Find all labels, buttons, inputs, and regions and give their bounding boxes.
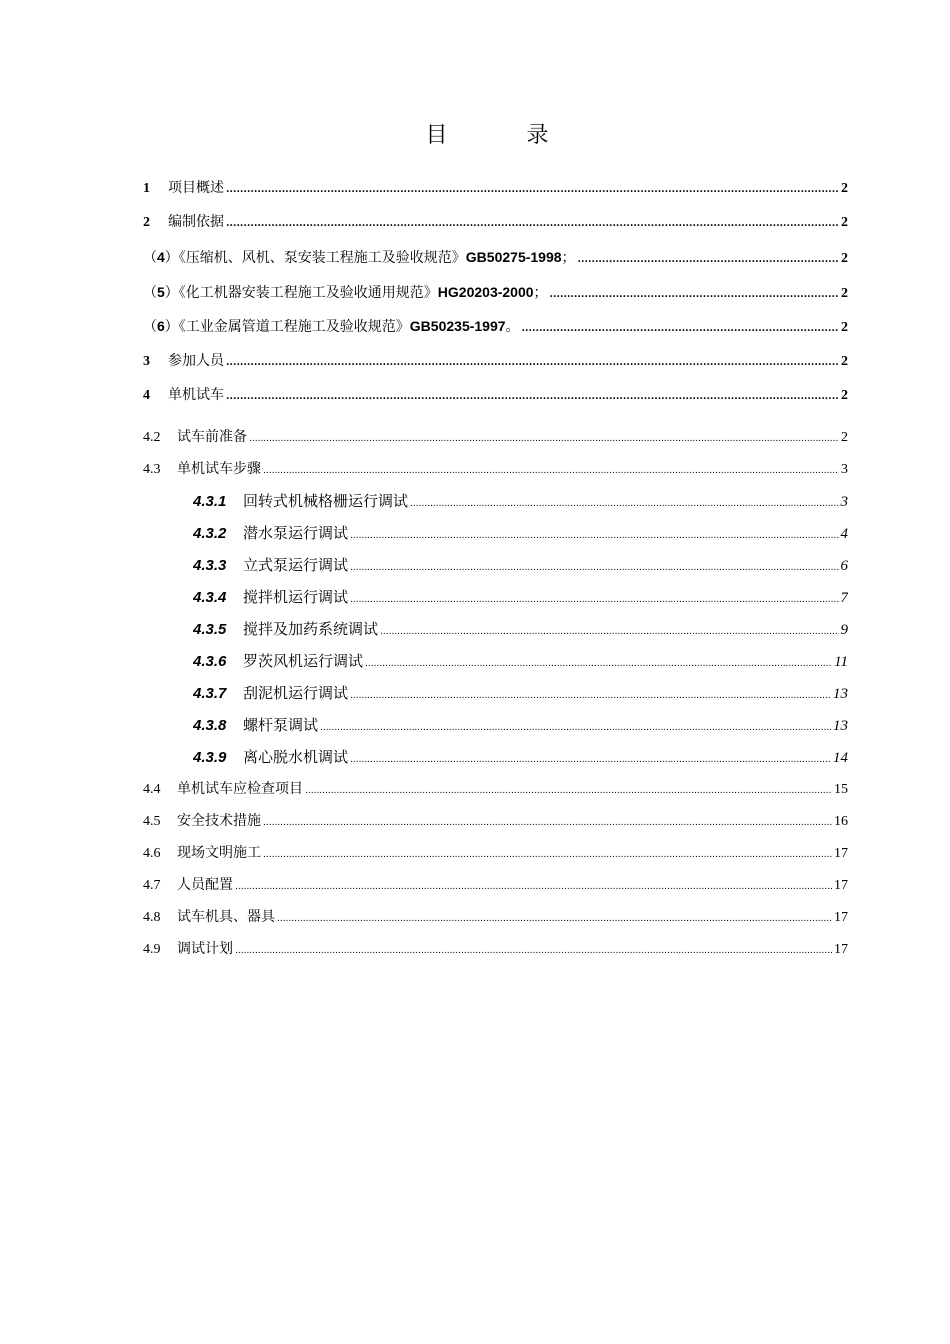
toc-entry-title bbox=[143, 282, 548, 302]
toc-entry-page: 2 bbox=[841, 388, 848, 403]
toc-entry-title: 螺杆泵调试 bbox=[243, 716, 319, 734]
toc-entry-4-3-8[interactable] bbox=[193, 715, 848, 735]
toc-entry-4-3-1[interactable] bbox=[193, 491, 848, 511]
toc-entry-page: 3 bbox=[840, 494, 848, 510]
toc-leader-dots bbox=[365, 654, 832, 671]
toc-leader-dots bbox=[263, 845, 832, 863]
toc-entry-page: 2 bbox=[841, 181, 848, 196]
toc-entry-number: 4.4 bbox=[143, 782, 161, 797]
toc-leader-dots bbox=[235, 941, 832, 959]
toc-entry-4-2[interactable] bbox=[143, 427, 848, 447]
toc-entry-page: 17 bbox=[834, 942, 848, 957]
toc-entry-number: 4.3.9 bbox=[193, 749, 227, 766]
toc-entry-title: 离心脱水机调试 bbox=[243, 748, 349, 766]
ref-open-paren: （ bbox=[143, 250, 157, 266]
toc-entry-title: 现场文明施工 bbox=[177, 845, 261, 861]
toc-entry-1[interactable] bbox=[143, 178, 848, 198]
toc-entry-number: 4.3.2 bbox=[193, 525, 227, 542]
toc-entry-page: 2 bbox=[841, 430, 848, 445]
toc-entry-4-3-3[interactable] bbox=[193, 555, 848, 575]
ref-standard-code: HG20203-2000 bbox=[437, 284, 534, 300]
ref-punct: 。 bbox=[505, 319, 520, 335]
toc-entry-number: 4.3.4 bbox=[193, 589, 227, 606]
toc-entry-4-3-6[interactable] bbox=[193, 651, 848, 671]
toc-entry-page: 4 bbox=[840, 526, 848, 542]
toc-entry-4-5[interactable] bbox=[143, 811, 848, 831]
toc-entry-number: 4.5 bbox=[143, 814, 161, 829]
toc-entry-title: 调试计划 bbox=[177, 941, 233, 957]
toc-entry-title: 人员配置 bbox=[177, 877, 233, 893]
toc-entry-number: 4.8 bbox=[143, 910, 161, 925]
ref-open-paren: （ bbox=[143, 285, 157, 301]
toc-entry-4-9[interactable] bbox=[143, 939, 848, 959]
toc-entry-page: 6 bbox=[840, 558, 848, 574]
toc-entry-title: 试车前准备 bbox=[177, 429, 247, 445]
toc-entry-page: 13 bbox=[833, 718, 848, 734]
toc-entry-page: 3 bbox=[841, 462, 848, 477]
toc-entry-title: 潜水泵运行调试 bbox=[243, 524, 349, 542]
toc-entry-page: 2 bbox=[841, 251, 848, 266]
toc-entry-page: 17 bbox=[834, 846, 848, 861]
toc-leader-dots bbox=[226, 353, 839, 371]
toc-leader-dots bbox=[305, 781, 832, 799]
toc-entry-title bbox=[143, 316, 520, 336]
ref-number: 5 bbox=[157, 284, 165, 300]
toc-entry-number: 4.3.1 bbox=[193, 493, 227, 510]
ref-title: ）《压缩机、风机、泵安装工程施工及验收规范》 bbox=[164, 250, 466, 266]
toc-entry-4[interactable] bbox=[143, 385, 848, 405]
toc-entry-4-3-7[interactable] bbox=[193, 683, 848, 703]
ref-number: 4 bbox=[157, 249, 165, 265]
ref-standard-code: GB50275-1998 bbox=[465, 249, 562, 265]
toc-entry-4-3[interactable] bbox=[143, 459, 848, 479]
toc-leader-dots bbox=[226, 387, 839, 405]
toc-entry-2[interactable] bbox=[143, 212, 848, 232]
toc-entry-page: 15 bbox=[834, 782, 848, 797]
toc-entry-number: 1 bbox=[143, 181, 150, 196]
toc-entry-4-8[interactable] bbox=[143, 907, 848, 927]
toc-entry-4-4[interactable] bbox=[143, 779, 848, 799]
toc-leader-dots bbox=[350, 750, 831, 767]
toc-entry-page: 2 bbox=[841, 215, 848, 230]
toc-entry-page: 9 bbox=[840, 622, 848, 638]
toc-entry-title bbox=[143, 247, 576, 267]
toc-leader-dots bbox=[522, 319, 839, 336]
toc-entry-number: 2 bbox=[143, 215, 150, 230]
toc-entry-ref-4[interactable] bbox=[143, 247, 848, 267]
toc-entry-page: 17 bbox=[834, 910, 848, 925]
toc-leader-dots bbox=[277, 909, 832, 927]
toc-entry-number: 4.3.3 bbox=[193, 557, 227, 574]
toc-entry-3[interactable] bbox=[143, 351, 848, 371]
toc-entry-number: 4.3.5 bbox=[193, 621, 227, 638]
toc-entry-page: 11 bbox=[834, 654, 848, 670]
ref-number: 6 bbox=[157, 318, 165, 334]
toc-leader-dots bbox=[226, 214, 839, 232]
toc-entry-4-7[interactable] bbox=[143, 875, 848, 895]
ref-standard-code: GB50235-1997 bbox=[409, 318, 506, 334]
toc-entry-title: 罗茨风机运行调试 bbox=[243, 652, 364, 670]
toc-leader-dots bbox=[263, 813, 832, 831]
toc-entry-ref-5[interactable] bbox=[143, 282, 848, 302]
toc-leader-dots bbox=[249, 429, 839, 447]
toc-leader-dots bbox=[350, 558, 838, 575]
toc-entry-number: 4.2 bbox=[143, 430, 161, 445]
toc-entry-title: 安全技术措施 bbox=[177, 813, 261, 829]
toc-entry-4-3-2[interactable] bbox=[193, 523, 848, 543]
toc-entry-page: 16 bbox=[834, 814, 848, 829]
toc-entry-title: 搅拌及加药系统调试 bbox=[243, 620, 379, 638]
toc-entry-number: 4.7 bbox=[143, 878, 161, 893]
toc-entry-ref-6[interactable] bbox=[143, 316, 848, 336]
toc-leader-dots bbox=[550, 285, 839, 302]
toc-entry-page: 17 bbox=[834, 878, 848, 893]
toc-entry-title: 刮泥机运行调试 bbox=[243, 684, 349, 702]
toc-leader-dots bbox=[320, 718, 831, 735]
toc-leader-dots bbox=[350, 686, 831, 703]
toc-entry-title: 项目概述 bbox=[168, 180, 224, 196]
ref-open-paren: （ bbox=[143, 319, 157, 335]
ref-punct: ； bbox=[561, 250, 576, 266]
toc-entry-title: 参加人员 bbox=[168, 353, 224, 369]
toc-entry-number: 4.6 bbox=[143, 846, 161, 861]
toc-entry-title: 试车机具、器具 bbox=[177, 909, 275, 925]
toc-entry-page: 2 bbox=[841, 354, 848, 369]
toc-entry-title: 编制依据 bbox=[168, 214, 224, 230]
toc-leader-dots bbox=[263, 461, 839, 479]
ref-punct: ； bbox=[533, 285, 548, 301]
toc-entry-title: 搅拌机运行调试 bbox=[243, 588, 349, 606]
ref-title: ）《工业金属管道工程施工及验收规范》 bbox=[164, 319, 410, 335]
toc-entry-number: 4.3.7 bbox=[193, 685, 227, 702]
toc-entry-number: 4.3 bbox=[143, 462, 161, 477]
toc-entry-number: 4.3.6 bbox=[193, 653, 227, 670]
toc-entry-number: 4 bbox=[143, 388, 150, 403]
toc-entry-4-3-4[interactable] bbox=[193, 587, 848, 607]
toc-entry-title: 单机试车应检查项目 bbox=[177, 781, 303, 797]
toc-leader-dots bbox=[350, 590, 838, 607]
toc-entry-number: 4.9 bbox=[143, 942, 161, 957]
toc-leader-dots bbox=[350, 526, 838, 543]
toc-leader-dots bbox=[380, 622, 838, 639]
toc-entry-title: 单机试车步骤 bbox=[177, 461, 261, 477]
toc-entry-4-3-9[interactable] bbox=[193, 747, 848, 767]
page-title: 目 录 bbox=[425, 123, 585, 148]
toc-entry-page: 13 bbox=[833, 686, 848, 702]
toc-entry-title: 回转式机械格栅运行调试 bbox=[243, 492, 409, 510]
toc-entry-number: 4.3.8 bbox=[193, 717, 227, 734]
toc-entry-4-3-5[interactable] bbox=[193, 619, 848, 639]
toc-entry-page: 14 bbox=[833, 750, 848, 766]
toc-entry-page: 2 bbox=[841, 320, 848, 335]
toc-entry-number: 3 bbox=[143, 354, 150, 369]
toc-entry-page: 7 bbox=[840, 590, 848, 606]
toc-leader-dots bbox=[235, 877, 832, 895]
ref-title: ）《化工机器安装工程施工及验收通用规范》 bbox=[164, 285, 438, 301]
toc-leader-dots bbox=[410, 494, 838, 511]
toc-entry-title: 单机试车 bbox=[168, 387, 224, 403]
toc-leader-dots bbox=[578, 250, 839, 267]
toc-entry-page: 2 bbox=[841, 286, 848, 301]
toc-leader-dots bbox=[226, 180, 839, 198]
toc-entry-4-6[interactable] bbox=[143, 843, 848, 863]
toc-entry-title: 立式泵运行调试 bbox=[243, 556, 349, 574]
